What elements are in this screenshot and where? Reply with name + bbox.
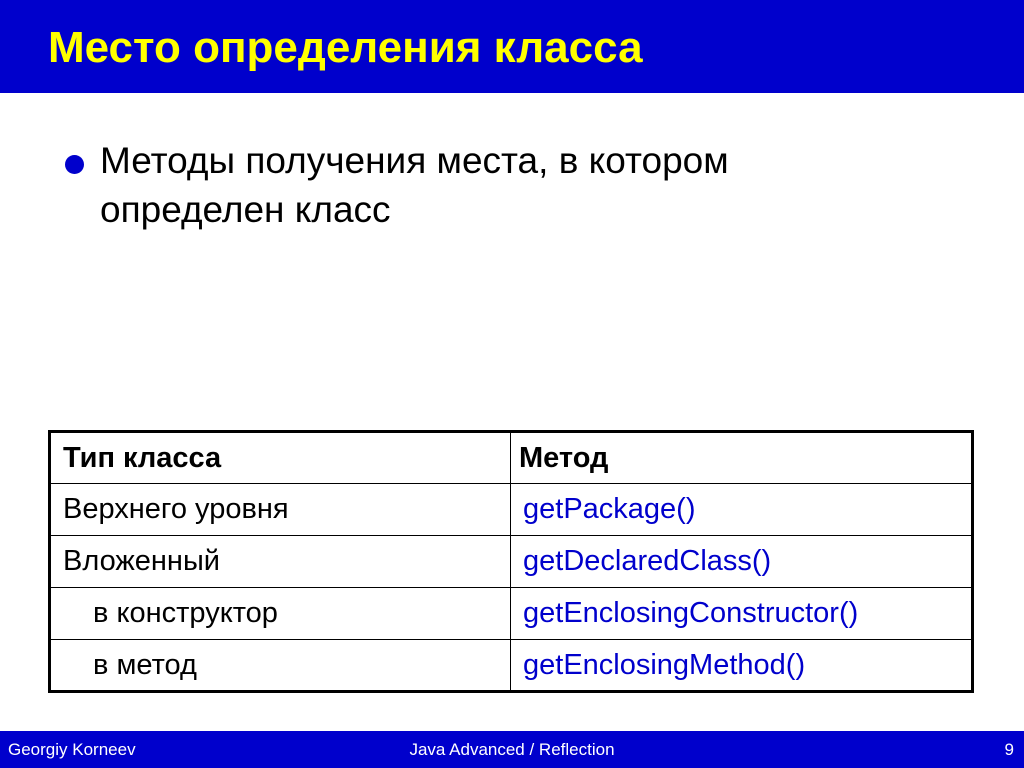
bullet-dot-icon [65, 155, 84, 174]
table-row [50, 536, 973, 588]
method-table [48, 430, 974, 693]
bullet-text: Методы получения места, в котором определен класс [100, 140, 729, 230]
cell-method: getEnclosingConstructor() [511, 588, 973, 640]
title-bar [0, 0, 1024, 93]
cell-method: getDeclaredClass() [511, 536, 973, 588]
header-class-type: Тип класса [50, 432, 511, 484]
cell-method: getPackage() [511, 484, 973, 536]
cell-class-type: в метод [50, 640, 511, 692]
cell-method: getEnclosingMethod() [511, 640, 973, 692]
footer-author: Georgiy Korneev [8, 740, 136, 759]
table-header-row [50, 432, 973, 484]
cell-class-type: Верхнего уровня [50, 484, 511, 536]
footer-page-number: 9 [1004, 740, 1014, 759]
slide-title: Место определения класса [48, 23, 643, 72]
footer-bar [0, 731, 1024, 768]
table-row [50, 640, 973, 692]
table-row [50, 588, 973, 640]
cell-class-type: в конструктор [50, 588, 511, 640]
cell-class-type: Вложенный [50, 536, 511, 588]
footer-course: Java Advanced / Reflection [409, 740, 615, 759]
table-row [50, 484, 973, 536]
header-method: Метод [511, 432, 973, 484]
